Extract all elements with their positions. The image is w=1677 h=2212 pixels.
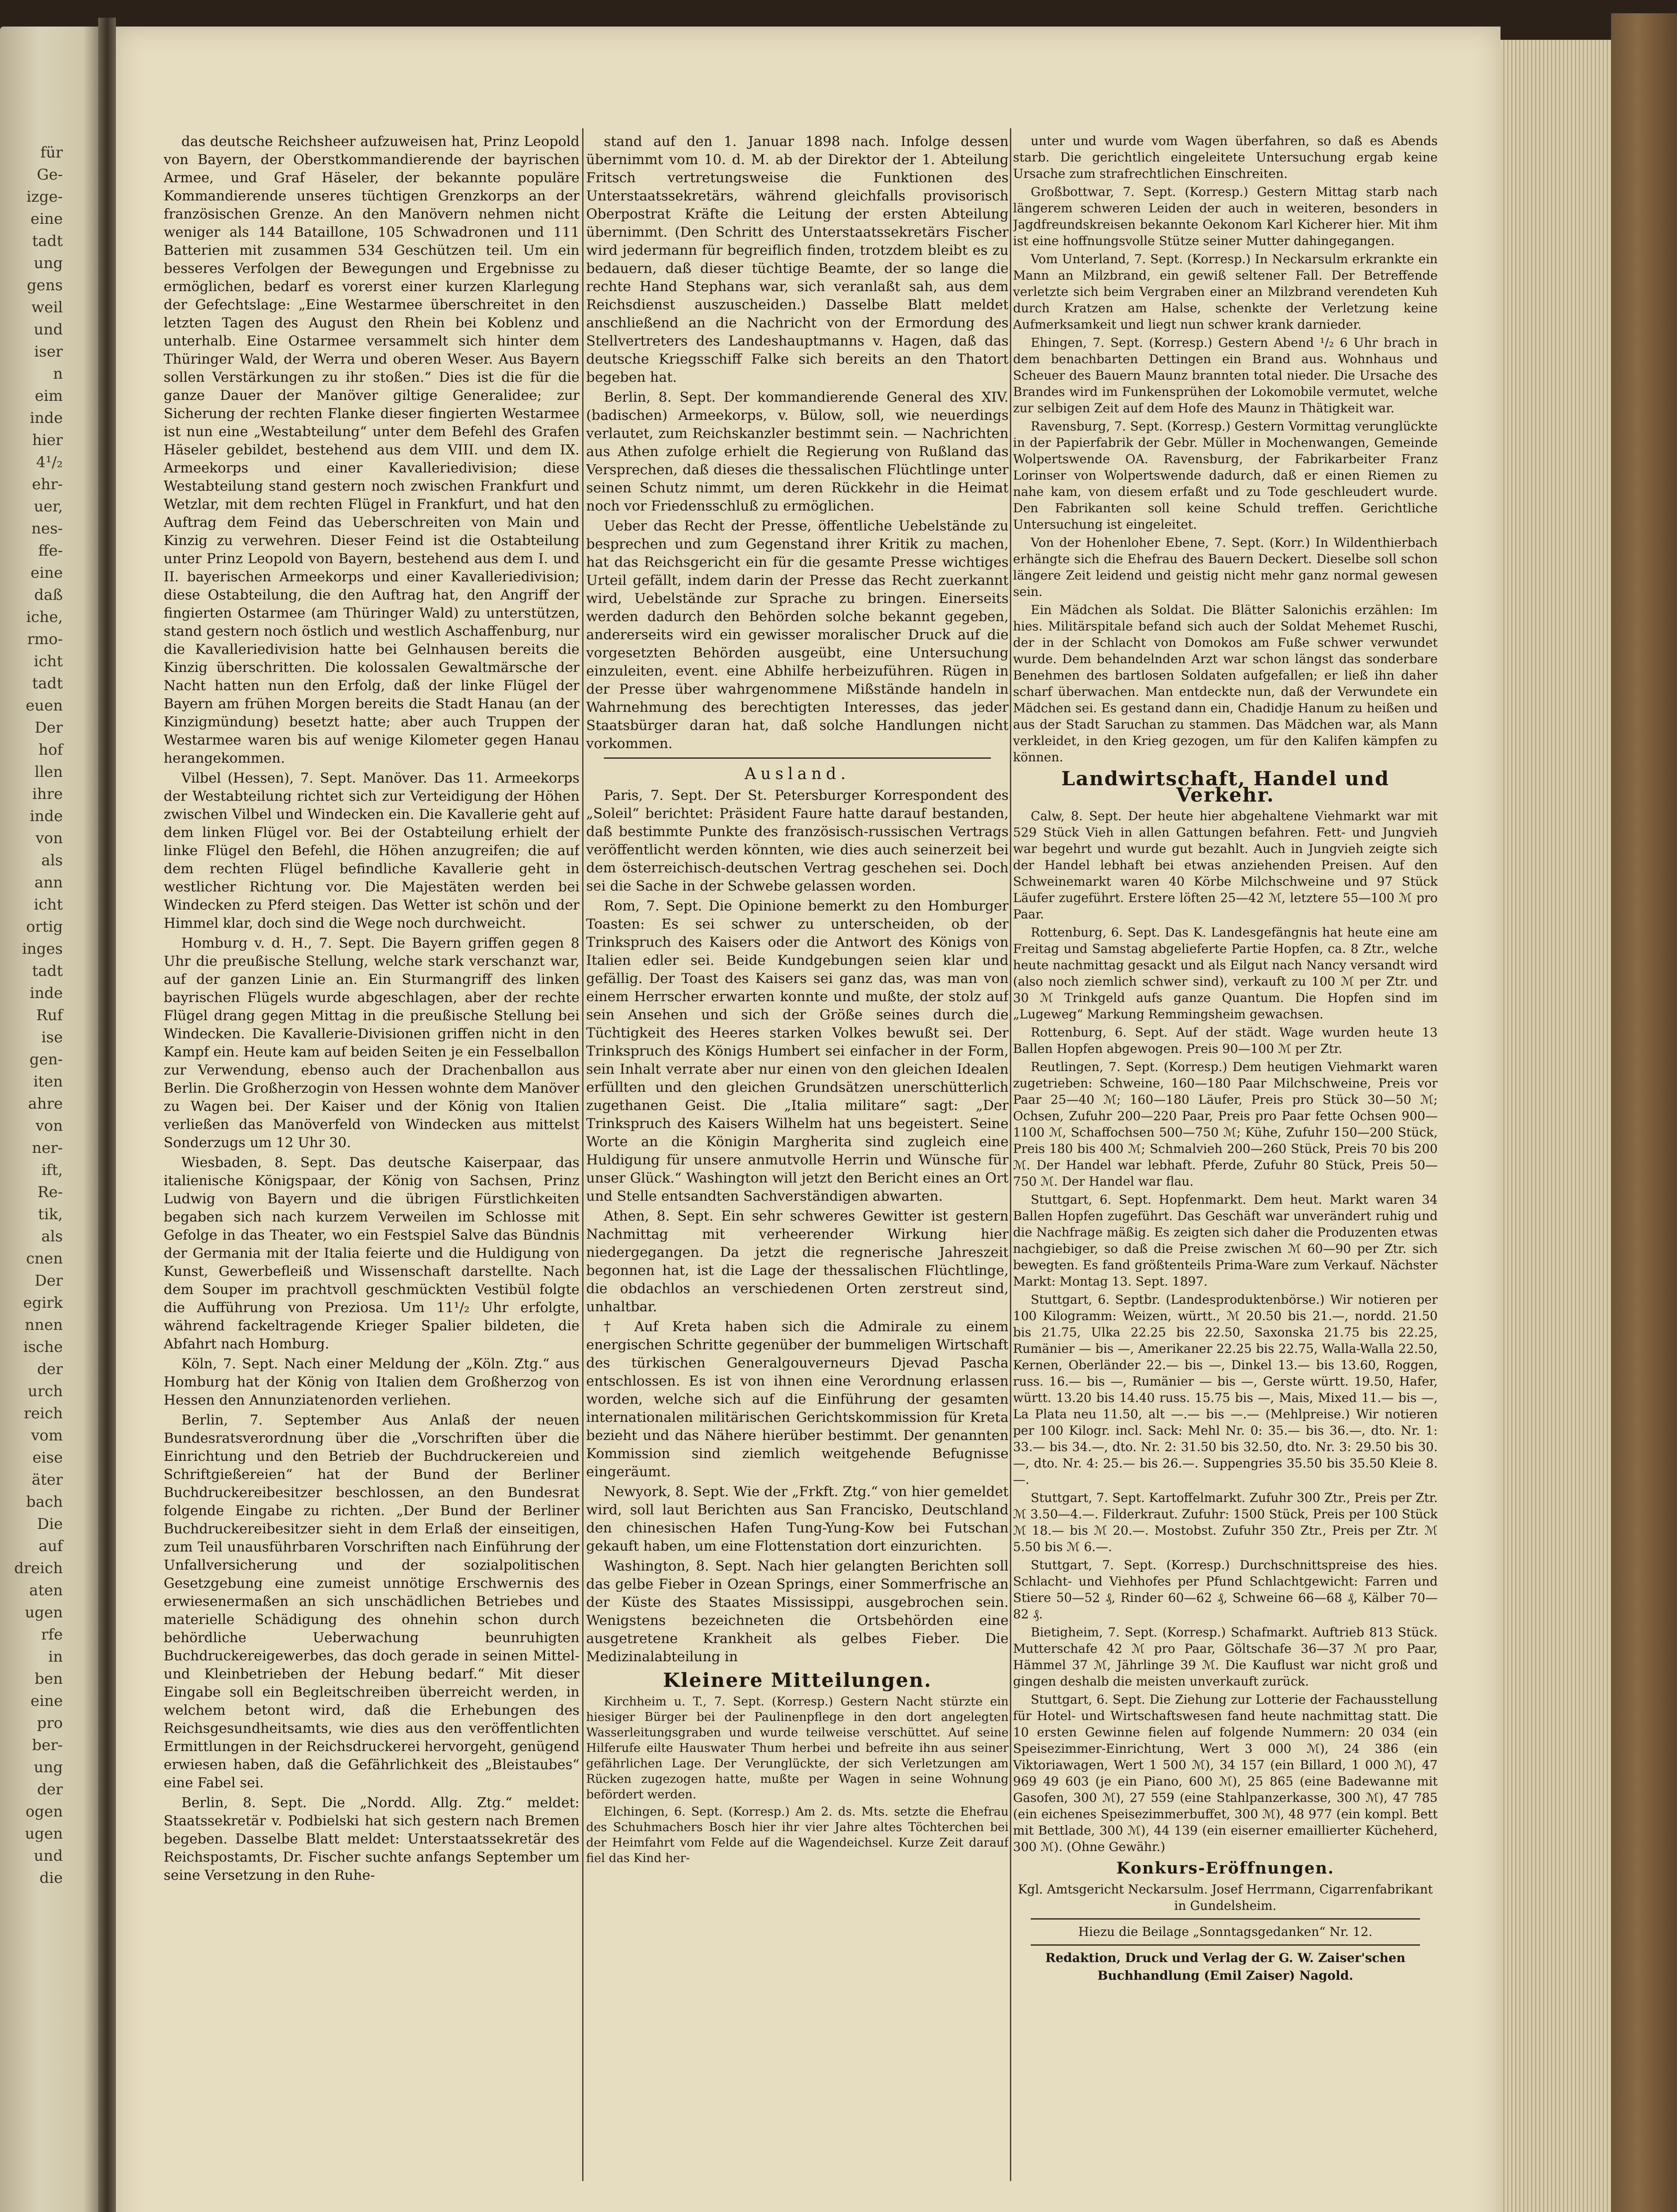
- article-paragraph: Berlin, 8. Sept. Die „Nordd. Allg. Ztg.“ meldet: Staatssekretär v. Podbielski hat sich gestern nach Bremen begeben. Dasselbe Blatt meldet: Unterstaatssekretär des Reichspostamts, Dr. Fischer suchte anfangs September um seine Versetzung in den Ruhe-: [164, 1795, 579, 1883]
- edge-fragment: inde: [30, 984, 63, 1002]
- article-paragraph: Newyork, 8. Sept. Wie der „Frkft. Ztg.“ von hier gemeldet wird, soll laut Berichten aus San Francisko, Deutschland den chinesischen Hafen Tung-Yung-Kow bei Futschan gekauft haben, um eine Flottenstation dort einzurichten.: [586, 1484, 1009, 1554]
- column-1: [164, 133, 579, 2132]
- edge-fragment: gens: [27, 276, 63, 294]
- edge-fragment: aten: [29, 1582, 63, 1599]
- edge-fragment: dreich: [14, 1559, 63, 1577]
- article-paragraph: das deutsche Reichsheer aufzuweisen hat, Prinz Leopold von Bayern, der Oberstkommandierende der bayrischen Armee, und Graf Häseler, der bekannte populäre Kommandierende unseres tüchtigen Grenzkorps an der französischen Grenze. An den Manövern nehmen nicht weniger als 144 Bataillone, 105 Schwadronen und 111 Batterien mit zusammen 534 Geschützen teil. Um ein besseres Verfolgen der Bewegungen und Ergebnisse zu ermöglichen, bedarf es vorerst einer kurzen Klarlegung der Gefechtslage: „Eine Westarmee überschreitet in den letzten Tagen des August den Rhein bei Koblenz und unterhalb. Eine Ostarmee versammelt sich hinter dem Thüringer Wald, der Werra und oberen Weser. Aus Bayern sollen Verstärkungen zu ihr stoßen.“ Dies ist die für die ganze Dauer der Manöver giltige Generalidee; zur Sicherung der rechten Flanke dieser fingierten Westarmee ist nun eine „Westabteilung“ unter dem Befehl des Grafen Häseler gebildet, bestehend aus dem VIII. und dem IX. Armeekorps und einer Kavalleriedivision; diese Westabteilung stand gestern noch zwischen Frankfurt und Wetzlar, mit dem rechten Flügel in Frankfurt, und hat den Auftrag dem Feind das Ueberschreiten von Main und Kinzig zu verwehren. Dieser Feind ist die Ostabteilung unter Prinz Leopold von Bayern, bestehend aus dem I. und II. bayerischen Armeekorps und einer Kavalleriedivision; diese Ostabteilung, die den Auftrag hat, den Angriff der fingierten Ostarmee (am Thüringer Wald) zu unterstützen, stand gestern noch östlich und westlich Aschaffenburg, nur die Kavalleriedivision hatte bei Gelnhausen bereits die Kinzig überschritten. Die kolossalen Gewaltmärsche der Nacht hatten nun den Erfolg, daß der linke Flügel der Bayern am frühen Morgen bereits die Stadt Hanau (an der Kinzigmündung) besetzt hatte; aber auch Truppen der Westarmee waren bis auf wenige Kilometer gegen Hanau herangekommen.: [164, 134, 579, 766]
- left-facing-page: [0, 27, 98, 2212]
- edge-fragment: rfe: [41, 1626, 63, 1644]
- book-cover-spine: [1611, 13, 1677, 2212]
- edge-fragment: äter: [31, 1471, 63, 1489]
- edge-fragment: in: [48, 1648, 63, 1666]
- edge-fragment: egirk: [23, 1294, 63, 1312]
- column-3-articles-top: [1013, 133, 1438, 765]
- article-paragraph: † Auf Kreta haben sich die Admirale zu einem energischen Schritte gegenüber der bummeligen Wirtschaft des türkischen Generalgouverneurs Djevad Pascha entschlossen. Es ist von ihnen eine Verordnung erlassen worden, welche sich auf die Einführung der gesamten internationalen militärischen Gerichtskommission für Kreta bezieht und das Nähere hierüber bestimmt. Der genannten Kommission sind ziemlich weitgehende Befugnisse eingeräumt.: [586, 1319, 1009, 1480]
- article-paragraph: Ueber das Recht der Presse, öffentliche Uebelstände zu besprechen und zum Gegenstand ihrer Kritik zu machen, hat das Reichsgericht ein für die gesamte Presse wichtiges Urteil gefällt, indem darin der Presse das Recht zuerkannt wird, Uebelstände zur Sprache zu bringen. Einerseits werden dadurch den Behörden solche bekannt gegeben, andererseits wird ein gewisser moralischer Druck auf die vorgesetzten Behörden ausgeübt, eine Untersuchung einzuleiten, event. eine Abhilfe herbeizuführen. Rügen in der Presse über wahrgenommene Mißstände handeln in Wahrnehmung des berechtigten Interesses, das jeder Staatsbürger daran hat, daß solche Handlungen nicht vorkommen.: [586, 518, 1009, 752]
- page-stack-edges: [1500, 40, 1614, 2212]
- edge-fragment: inde: [30, 409, 63, 427]
- edge-fragment: der: [37, 1781, 63, 1798]
- article-paragraph: Vilbel (Hessen), 7. Sept. Manöver. Das 11. Armeekorps der Westabteilung richtet sich zur Verteidigung der Höhen zwischen Vilbel und Windecken ein. Die Kavallerie geht auf dem linken Flügel vor. Bei der Ostabteilung erhielt der linke Flügel den Befehl, die Höhen anzugreifen; die auf dem rechten Flügel befindliche Kavallerie geht in westlicher Richtung vor. Die Majestäten werden bei Windecken zu Pferd steigen. Das Wetter ist schön und der Himmel klar, doch sind die Wege noch durchweicht.: [164, 770, 579, 931]
- article-paragraph: Stuttgart, 7. Sept. (Korresp.) Durchschnittspreise des hies. Schlacht- und Viehhofes per Pfund Schlachtgewicht: Farren und Stiere 50—52 ₰, Rinder 60—62 ₰, Schweine 66—68 ₰, Kälber 70—82 ₰.: [1013, 1558, 1438, 1621]
- edge-fragment: ugen: [25, 1604, 63, 1621]
- column-2-articles-top: [586, 133, 1009, 753]
- article-paragraph: Von der Hohenloher Ebene, 7. Sept. (Korr.) In Wildenthierbach erhängte sich die Ehefrau des Bauern Deckert. Dieselbe soll schon längere Zeit leidend und geistig nicht mehr ganz normal gewesen sein.: [1013, 535, 1438, 599]
- article-paragraph: Elchingen, 6. Sept. (Korresp.) Am 2. ds. Mts. setzte die Ehefrau des Schuhmachers Bosch hier ihr vier Jahre altes Töchterchen bei der Heimfahrt vom Felde auf die Wagendeichsel. Kurze Zeit darauf fiel das Kind her-: [586, 1805, 1009, 1865]
- article-paragraph: Rottenburg, 6. Sept. Das K. Landesgefängnis hat heute eine am Freitag und Samstag abgelieferte Partie Hopfen, ca. 8 Ztr., welche heute nachmittag gesackt und als Eilgut nach Nancy versandt wird (also noch ziemlich schwer sind), verkauft zu 100 ℳ per Ztr. und 30 ℳ Trinkgeld aufs ganze Quantum. Die Hopfen sind im „Lugeweg“ Markung Remmingsheim gewachsen.: [1013, 925, 1438, 1022]
- ausland-heading: Ausland.: [744, 765, 850, 783]
- article-paragraph: Kirchheim u. T., 7. Sept. (Korresp.) Gestern Nacht stürzte ein hiesiger Bürger bei der Paulinenpflege in den dort angelegten Wasserleitungsgraben und wurde teilweise verschüttet. Auf seine Hilferufe eilte Hauswater Thum herbei und befreite ihn aus seiner gefährlichen Lage. Der Verunglückte, der sich Verletzungen am Rücken zugezogen hatte, mußte per Wagen in seine Wohnung befördert werden.: [586, 1695, 1009, 1801]
- imprint-line-1: Redaktion, Druck und Verlag der G. W. Zaiser'schen: [1045, 1951, 1406, 1965]
- edge-fragment: bach: [26, 1493, 63, 1511]
- article-paragraph: Großbottwar, 7. Sept. (Korresp.) Gestern Mittag starb nach längerem schweren Leiden der auch in weiteren, besonders in Jagdfreundskreisen bekannte Oekonom Karl Kicherer hier. Mit ihm ist eine hoffnungsvolle Stütze seiner Mutter dahingegangen.: [1013, 184, 1438, 248]
- edge-fragment: vom: [31, 1427, 63, 1444]
- article-paragraph: Reutlingen, 7. Sept. (Korresp.) Dem heutigen Viehmarkt waren zugetrieben: Schweine, 160—180 Paar Milchschweine, Preis vor Paar 25—40 ℳ; 160—180 Läufer, Preis pro Stück 30—50 ℳ; Ochsen, Zufuhr 200—220 Paar, Preis pro Paar fette Ochsen 900—1100 ℳ, Schaffochsen 500—750 ℳ; Kühe, Zufuhr 150—200 Stück, Preis 180 bis 400 ℳ; Schmalvieh 200—260 Stück, Preis 70 bis 200 ℳ. Der Handel war lebhaft. Pferde, Zufuhr 80 Stück, Preis 50—750 ℳ. Der Handel war flau.: [1013, 1060, 1438, 1189]
- edge-fragment: iche,: [26, 608, 63, 626]
- edge-fragment: Der: [35, 1272, 63, 1290]
- edge-fragment: Die: [37, 1515, 63, 1533]
- edge-fragment: ortig: [26, 918, 63, 936]
- article-paragraph: Stuttgart, 6. Sept. Hopfenmarkt. Dem heut. Markt waren 34 Ballen Hopfen zugeführt. Das Geschäft war unverändert ruhig und die Nachfrage mäßig. Es zeigten sich daher die Produzenten etwas nachgiebiger, so daß die Preise zwischen ℳ 60—90 per Ztr. sich bewegten. Es fand größtenteils Prima-Ware zum Verkauf. Nächster Markt: Montag 13. Sept. 1897.: [1013, 1192, 1438, 1289]
- article-paragraph: Homburg v. d. H., 7. Sept. Die Bayern griffen gegen 8 Uhr die preußische Stellung, welche stark verschanzt war, auf der ganzen Linie an. Ein Sturmangriff des linken bayrischen Flügels wurde abgeschlagen, aber der rechte Flügel drang gegen Mittag in die preußische Stellung bei Windecken. Die Kavallerie-Divisionen griffen nicht in den Kampf ein. Heute kam auf beiden Seiten je ein Fesselballon zur Verwendung, ebenso auch der Drachenballon aus Berlin. Die Großherzogin von Hessen wohnte dem Manöver zu Wagen bei. Der Kaiser und der König von Italien verließen das Manöverfeld von Windecken aus mittelst Sonderzugs um 12 Uhr 30.: [164, 935, 579, 1151]
- edge-fragment: ehr-: [32, 476, 63, 493]
- edge-fragment: icht: [34, 653, 63, 670]
- kleinere-mitteilungen-articles: [586, 1694, 1009, 1866]
- edge-fragment: tik,: [38, 1206, 63, 1223]
- edge-fragment: eim: [35, 387, 63, 405]
- edge-fragment: ung: [34, 254, 63, 272]
- landwirtschaft-articles: [1013, 808, 1438, 1855]
- column-1-articles: [164, 133, 579, 1885]
- article-paragraph: Ein Mädchen als Soldat. Die Blätter Salonichis erzählen: Im hies. Militärspitale befand sich auch der Soldat Mehemet Ruschi, der in der Schlacht von Domokos am Fuße schwer verwundet wurde. Dem behandelnden Arzt war schon längst das sonderbare Benehmen des bartlosen Soldaten aufgefallen; er ließ ihn daher scharf überwachen. Man entdeckte nun, daß der Verwundete ein Mädchen sei. Es gestand dann ein, Chadidje Hanum zu heißen und aus der Stadt Saruchan zu stammen. Das Mädchen war, als Mann verkleidet, in den Krieg gezogen, um für den Kalifen kämpfen zu können.: [1013, 603, 1438, 764]
- column-3: [1013, 133, 1438, 2212]
- article-paragraph: Bietigheim, 7. Sept. (Korresp.) Schafmarkt. Auftrieb 813 Stück. Mutterschafe 42 ℳ pro Paar, Göltschafe 36—37 ℳ pro Paar, Hämmel 37 ℳ, Jährlinge 39 ℳ. Die Kauflust war nicht groß und gingen deshalb die meisten unverkauft zurück.: [1013, 1625, 1438, 1689]
- edge-fragment: ugen: [25, 1825, 63, 1843]
- section-divider: [604, 757, 991, 759]
- edge-fragment: die: [39, 1869, 63, 1887]
- edge-fragment: llen: [35, 763, 63, 781]
- edge-fragment: der: [37, 1360, 63, 1378]
- article-paragraph: Stuttgart, 7. Sept. Kartoffelmarkt. Zufuhr 300 Ztr., Preis per Ztr. ℳ 3.50—4.—. Filderkraut. Zufuhr: 1500 Stück, Preis per 100 Stück ℳ 18.— bis ℳ 20.—. Mostobst. Zufuhr 350 Ztr., Preis per Ztr. ℳ 5.50 bis ℳ 6.—.: [1013, 1490, 1438, 1554]
- edge-fragment: n: [53, 365, 63, 383]
- edge-fragment: ffe-: [38, 542, 63, 560]
- article-paragraph: Berlin, 8. Sept. Der kommandierende General des XIV. (badischen) Armeekorps, v. Bülow, soll, wie neuerdings verlautet, zum Reichskanzler bestimmt sein. — Nachrichten aus Athen zufolge erhielt die Regierung von Rußland das Versprechen, daß dieses die thessalischen Flüchtlinge unter seinen Schutz nimmt, um deren Rückkehr in die Heimat noch vor Friedensschluß zu ermöglichen.: [586, 389, 1009, 514]
- edge-fragment: von: [35, 1117, 63, 1135]
- edge-fragment: iser: [34, 343, 63, 361]
- edge-fragment: ihre: [32, 785, 63, 803]
- edge-fragment: von: [35, 830, 63, 847]
- edge-fragment: eise: [32, 1449, 63, 1467]
- edge-fragment: Re-: [37, 1183, 63, 1201]
- edge-fragment: für: [40, 144, 63, 161]
- edge-fragment: iten: [33, 1073, 63, 1091]
- edge-fragment: ahre: [28, 1095, 63, 1113]
- ausland-articles: [586, 787, 1009, 1666]
- edge-fragment: ann: [34, 874, 63, 891]
- book-gutter: [98, 18, 116, 2212]
- edge-fragment: gen-: [29, 1051, 63, 1068]
- article-paragraph: Köln, 7. Sept. Nach einer Meldung der „Köln. Ztg.“ aus Homburg hat der König von Italien dem Großherzog von Hessen den Annunziatenorden verliehen.: [164, 1356, 579, 1408]
- edge-fragment: und: [34, 1847, 63, 1865]
- column-rule-1: [582, 128, 583, 2181]
- footer-divider: [1031, 1918, 1420, 1920]
- edge-fragment: und: [34, 321, 63, 338]
- edge-fragment: nes-: [31, 520, 63, 538]
- edge-fragment: ogen: [25, 1803, 63, 1820]
- edge-fragment: izge-: [26, 188, 63, 206]
- edge-fragment: weil: [31, 299, 63, 316]
- edge-fragment: inges: [22, 940, 63, 958]
- footer: [1013, 1924, 1438, 1984]
- edge-fragment: ift,: [42, 1161, 63, 1179]
- column-2: [586, 133, 1009, 2212]
- edge-fragment: daß: [34, 586, 63, 604]
- edge-fragment: 4¹/₂: [36, 453, 63, 471]
- edge-fragment: ung: [34, 1759, 63, 1776]
- article-paragraph: Calw, 8. Sept. Der heute hier abgehaltene Viehmarkt war mit 529 Stück Vieh in allen Gattungen befahren. Fett- und Jungvieh war begehrt und wurde gut bezahlt. Auch in Jungvieh zeigte sich der Handel lebhaft bei etwas anziehenden Preisen. Auf den Schweinemarkt waren 40 Körbe Milchschweine und 97 Stück Läufer zugeführt. Erstere löften 25—42 ℳ, letztere 55—100 ℳ pro Paar.: [1013, 809, 1438, 922]
- edge-fragment: auf: [38, 1537, 63, 1555]
- edge-fragment: reich: [23, 1405, 63, 1422]
- article-paragraph: Ehingen, 7. Sept. (Korresp.) Gestern Abend ¹/₂ 6 Uhr brach in dem benachbarten Dettingen ein Brand aus. Wohnhaus und Scheuer des Bauern Maunz brannten total nieder. Die Ursache des Brandes wird im Funkensprühen der Lokomobile vermutet, welche zur selbigen Zeit auf dem Hofe des Maunz in Thätigkeit war.: [1013, 335, 1438, 415]
- edge-fragment: tadt: [32, 962, 63, 980]
- beilage-line: Hiezu die Beilage „Sonntagsgedanken“ Nr. 12.: [1078, 1924, 1373, 1939]
- article-paragraph: stand auf den 1. Januar 1898 nach. Infolge dessen übernimmt vom 10. d. M. ab der Direktor der 1. Abteilung Fritsch vertretungsweise die Funktionen des Unterstaatssekretärs, während gleichfalls provisorisch Oberpostrat Kräfte die Leitung der ersten Abteilung übernimmt. (Den Schritt des Unterstaatssekretärs Fischer wird jedermann für begreiflich finden, trotzdem bleibt es zu bedauern, daß dieser tüchtige Beamte, der so lange die rechte Hand Stephans war, sich veranlaßt sah, aus dem Reichsdienst auszuscheiden.) Dasselbe Blatt meldet anschließend an die Nachricht von der Ermordung des Stellvertreters des Landeshauptmanns v. Hagen, daß das deutsche Kriegsschiff Falke sich bereits an den Thatort begeben hat.: [586, 134, 1009, 385]
- article-paragraph: Washington, 8. Sept. Nach hier gelangten Berichten soll das gelbe Fieber in Ozean Springs, einer Sommerfrische an der Küste des Staates Mississippi, ausgebrochen sein. Wenigstens bezeichneten die Ortsbehörden eine ausgetretene Krankheit als gelbes Fieber. Die Medizinalabteilung in: [586, 1558, 1009, 1665]
- edge-fragment: ise: [41, 1029, 63, 1046]
- imprint-line-2: Buchhandlung (Emil Zaiser) Nagold.: [1097, 1968, 1354, 1983]
- article-paragraph: Berlin, 7. September Aus Anlaß der neuen Bundesratsverordnung über die „Vorschriften über die Einrichtung und den Betrieb der Buchdruckereien und Schriftgießereien“ hat der Bund der Berliner Buchdruckereibesitzer beschlossen, an den Bundesrat folgende Eingabe zu richten. „Der Bund der Berliner Buchdruckereibesitzer sieht in dem Erlaß der einseitigen, zum Teil unausführbaren Vorschriften nach Einführung der Unfallversicherung und der sozialpolitischen Gesetzgebung eine zumeist unnötige Erschwernis des erwiesenermaßen an sich unschädlichen Betriebes und materielle Schädigung des ohnehin schon durch behördliche Ueberwachung beunruhigten Buchdruckereigewerbes, das doch gerade in seinen Mittel- und Kleinbetrieben der Hebung bedarf.“ Mit dieser Eingabe soll ein Begleitschreiben überreicht werden, in welchem betont wird, daß die Erhebungen des Reichsgesundheitsamts, wie dies aus den veröffentlichten Ermittlungen in der Reichsdruckerei hervorgeht, genügend erwiesen haben, daß die Gefährlichkeit des „Bleistaubes“ eine Fabel sei.: [164, 1412, 579, 1791]
- edge-fragment: eine: [30, 210, 63, 228]
- article-paragraph: Ravensburg, 7. Sept. (Korresp.) Gestern Vormittag verunglückte in der Papierfabrik der Gebr. Müller in Mochenwangen, Gemeinde Wolpertswende OA. Ravensburg, der Fabrikarbeiter Franz Lorinser von Wolpertswende dadurch, daß er einen Riemen zu nahe kam, von diesem erfaßt und zu Tode geschleudert wurde. Den Fabrikanten soll keine Schuld treffen. Gerichtliche Untersuchung ist eingeleitet.: [1013, 419, 1438, 532]
- edge-fragment: pro: [37, 1714, 63, 1732]
- edge-fragment: icht: [34, 896, 63, 914]
- edge-fragment: Der: [35, 719, 63, 737]
- kleinere-mitteilungen-heading: Kleinere Mitteilungen.: [663, 1669, 932, 1692]
- edge-fragment: ner-: [32, 1139, 63, 1157]
- edge-fragment: ber-: [32, 1736, 63, 1754]
- edge-fragment: tadt: [32, 675, 63, 692]
- edge-fragment: tadt: [32, 232, 63, 250]
- column-rule-2: [1010, 128, 1011, 2181]
- edge-fragment: rmo-: [27, 630, 63, 648]
- article-paragraph: Rom, 7. Sept. Die Opinione bemerkt zu den Homburger Toasten: Es sei schwer zu unterscheiden, ob der Trinkspruch des Kaisers oder die Antwort des Königs von Italien edler sei. Beide Kundgebungen seien klar und gefällig. Der Toast des Kaisers sei ganz das, was man von einem Herrscher erwarten konnte und mußte, der stolz auf sein Ansehen und sich der Größe seines durch die Tüchtigkeit des Heeres starken Volkes bewußt sei. Der Trinkspruch des Königs Humbert sei einfacher in der Form, sein Inhalt verrate aber nur einen von den gleichen Idealen erfüllten und den gleichen Grundsätzen unerschütterlich zugethanen Geist. Die „Italia militare“ sagt: „Der Trinkspruch des Kaisers Wilhelm hat uns begeistert. Seine Worte an die Königin Margherita sind zugleich eine Huldigung für unsere anmutvolle Herrin und Wünsche für unser Glück.“ Washington will jetzt den Bericht eines an Ort und Stelle entsandten Sachverständigen abwarten.: [586, 898, 1009, 1204]
- article-paragraph: unter und wurde vom Wagen überfahren, so daß es Abends starb. Die gerichtlich eingeleitete Untersuchung ergab keine Ursache zum strafrechtlichen Einschreiten.: [1013, 134, 1438, 181]
- edge-fragment: eine: [30, 564, 63, 582]
- edge-fragment: eine: [30, 1692, 63, 1710]
- edge-fragment: Ruf: [36, 1006, 63, 1024]
- edge-fragment: nnen: [25, 1316, 63, 1334]
- edge-fragment: als: [41, 1228, 63, 1245]
- edge-fragment: euen: [25, 697, 63, 714]
- edge-fragment: als: [41, 852, 63, 869]
- article-paragraph: Wiesbaden, 8. Sept. Das deutsche Kaiserpaar, das italienische Königspaar, der König von Sachsen, Prinz Ludwig von Bayern und die übrigen Fürstlichkeiten begaben sich nach kurzem Verweilen im Schlosse mit Gefolge in das Theater, wo ein Festspiel Salve das Bündnis der Germania mit der Italia feierte und die Huldigung von Kunst, Gewerbefleiß und Wissenschaft darstellte. Nach dem Souper im prachtvoll geschmückten Vestibül folgte die Aufführung von Preziosa. Um 11¹/₂ Uhr erfolgte, während fackeltragende Krieger Spalier bildeten, die Abfahrt nach Homburg.: [164, 1155, 579, 1352]
- edge-fragment: hof: [38, 741, 63, 759]
- edge-fragment: inde: [30, 807, 63, 825]
- article-paragraph: Athen, 8. Sept. Ein sehr schweres Gewitter ist gestern Nachmittag mit verheerender Wirkung hier niedergegangen. Da jetzt die regnerische Jahreszeit begonnen hat, ist die Lage der thessalischen Flüchtlinge, die obdachlos an verschiedenen Orten zerstreut sind, unhaltbar.: [586, 1208, 1009, 1315]
- article-paragraph: Rottenburg, 6. Sept. Auf der städt. Wage wurden heute 13 Ballen Hopfen abgewogen. Preis 90—100 ℳ per Ztr.: [1013, 1025, 1438, 1056]
- article-paragraph: Stuttgart, 6. Septbr. (Landesproduktenbörse.) Wir notieren per 100 Kilogramm: Weizen, württ., ℳ 20.50 bis 21.—, nordd. 21.50 bis 21.75, Ulka 22.25 bis 22.50, Saxonska 21.75 bis 22.25, Rumänier — bis —, Amerikaner 22.25 bis 22.75, Walla-Walla 22.50, Kernen, Oberländer 22.— bis —, Dinkel 13.— bis 13.60, Roggen, russ. 16.— bis —, Rumänier — bis —, Gerste württ. 19.50, Hafer, württ. 13.20 bis 14.40 russ. 15.75 bis —, Mais, Mixed 11.— bis —, La Plata neu 11.50, alt —.— bis —.— (Mehlpreise.) Wir notieren per 100 Kilogr. incl. Sack: Mehl Nr. 0: 35.— bis 36.—, dto. Nr. 1: 33.— bis 34.—, dto. Nr. 2: 31.50 bis 32.50, dto. Nr. 3: 29.50 bis 30.—, dto. Nr. 4: 25.— bis 26.—. Suppengries 35.50 bis 35.50 Kleie 8.—.: [1013, 1292, 1438, 1487]
- konkurs-heading: Konkurs-Eröffnungen.: [1116, 1859, 1335, 1878]
- edge-fragment: urch: [27, 1382, 63, 1400]
- edge-fragment: ische: [23, 1338, 63, 1356]
- edge-fragment: cnen: [26, 1250, 63, 1267]
- edge-fragment: hier: [32, 431, 63, 449]
- edge-fragment: ben: [35, 1670, 63, 1688]
- imprint-divider: [1031, 1944, 1420, 1946]
- landwirtschaft-heading: Landwirtschaft, Handel und Verkehr.: [1061, 768, 1389, 806]
- edge-fragment: uer,: [34, 498, 63, 515]
- konkurs-text: Kgl. Amtsgericht Neckarsulm. Josef Herrmann, Cigarrenfabrikant in Gundelsheim.: [1018, 1882, 1433, 1913]
- article-paragraph: Paris, 7. Sept. Der St. Petersburger Korrespondent des „Soleil“ berichtet: Präsident Faure hatte darauf bestanden, daß bestimmte Punkte des französisch-russischen Vertrags veröffentlicht werden könnten, wie dies auch seinerzeit bei dem österreichisch-deutschen Vertrag geschehen sei. Doch sei die Sache in der Schwebe gelassen worden.: [586, 787, 1009, 894]
- left-page-text-fragments: [0, 142, 66, 2212]
- edge-fragment: Ge-: [37, 166, 63, 184]
- article-paragraph: Stuttgart, 6. Sept. Die Ziehung zur Lotterie der Fachausstellung für Hotel- und Wirtschaftswesen fand heute nachmittag statt. Die 10 ersten Gewinne fielen auf folgende Nummern: 20 034 (ein Speisezimmer-Einrichtung, Wert 3 000 ℳ), 24 386 (ein Viktoriawagen, Wert 1 500 ℳ), 34 157 (ein Billard, 1 000 ℳ), 47 969 49 603 (je ein Piano, 600 ℳ), 25 865 (eine Badewanne mit Gasofen, 300 ℳ), 27 559 (eine Stahlpanzerkasse, 300 ℳ), 47 785 (ein eichenes Speisezimmerbuffet, 300 ℳ), 48 977 (ein kompl. Bett mit Bettlade, 300 ℳ), 44 139 (ein eiserner emaillierter Kücheherd, 300 ℳ). (Ohne Gewähr.): [1013, 1692, 1438, 1854]
- article-paragraph: Vom Unterland, 7. Sept. (Korresp.) In Neckarsulm erkrankte ein Mann an Milzbrand, ein gewiß seltener Fall. Der Betreffende verletzte sich beim Vergraben einer an Milzbrand verendeten Kuh durch Kratzen am Halse, schenkte der Verletzung keine Aufmerksamkeit und liegt nun schwer krank darnieder.: [1013, 252, 1438, 332]
